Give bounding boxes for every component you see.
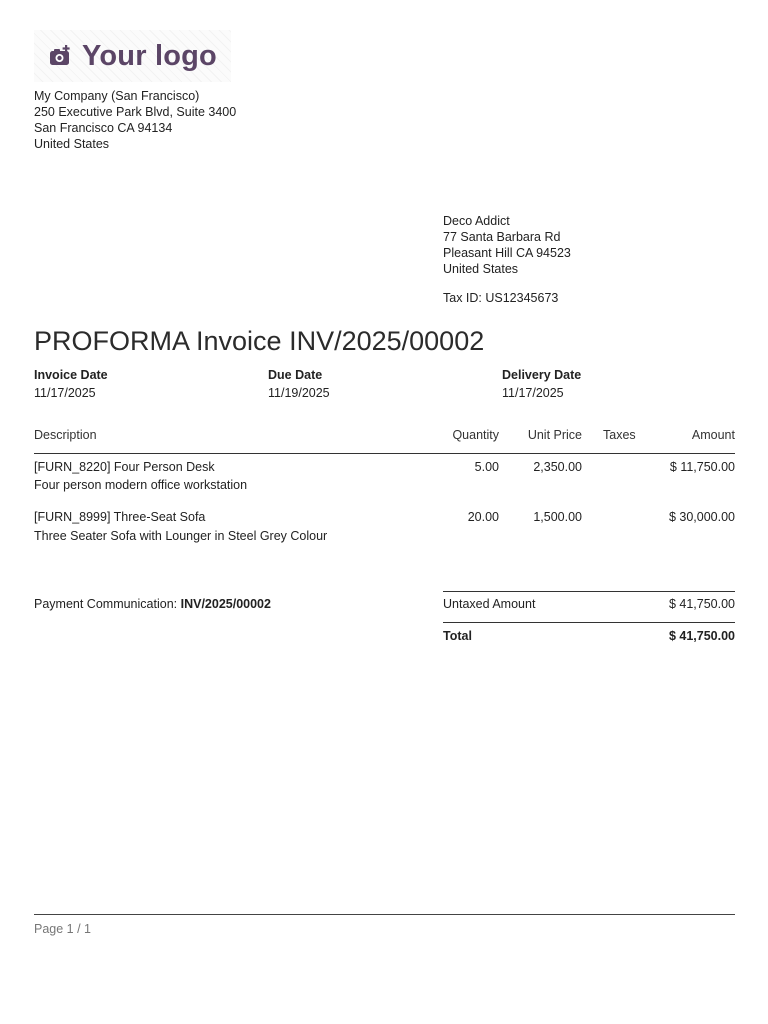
document-title: PROFORMA Invoice INV/2025/00002 <box>34 326 485 356</box>
line-amount: $ 30,000.00 <box>668 510 735 524</box>
totals-top-rule <box>443 591 735 592</box>
total-label: Total <box>443 629 472 643</box>
line-quantity: 5.00 <box>474 460 499 474</box>
company-street: 250 Executive Park Blvd, Suite 3400 <box>34 105 237 119</box>
customer-address <box>443 213 571 277</box>
untaxed-amount-value: $ 41,750.00 <box>668 597 735 611</box>
delivery-date-value: 11/17/2025 <box>502 386 564 400</box>
delivery-date-label: Delivery Date <box>502 368 582 382</box>
line-unit-price: 2,350.00 <box>533 460 582 474</box>
invoice-date-block <box>34 366 108 402</box>
company-city: San Francisco CA 94134 <box>34 121 173 135</box>
customer-city: Pleasant Hill CA 94523 <box>443 246 571 260</box>
header-amount: Amount <box>691 428 735 442</box>
customer-tax-id: Tax ID: US12345673 <box>443 291 559 305</box>
invoice-date-value: 11/17/2025 <box>34 386 96 400</box>
line-product-name: [FURN_8999] Three-Seat Sofa <box>34 510 206 524</box>
payment-reference: INV/2025/00002 <box>180 597 271 611</box>
header-quantity: Quantity <box>452 428 499 442</box>
logo-text: Your logo <box>82 39 217 72</box>
company-country: United States <box>34 137 110 151</box>
line-unit-price: 1,500.00 <box>533 510 582 524</box>
totals-mid-rule <box>443 622 735 623</box>
customer-street: 77 Santa Barbara Rd <box>443 230 561 244</box>
header-description: Description <box>34 428 97 442</box>
line-amount: $ 11,750.00 <box>669 460 735 474</box>
due-date-block <box>268 366 330 402</box>
line-product-name: [FURN_8220] Four Person Desk <box>34 460 215 474</box>
untaxed-amount-label: Untaxed Amount <box>443 597 536 611</box>
total-value: $ 41,750.00 <box>668 629 735 643</box>
line-product-note: Four person modern office workstation <box>34 478 248 492</box>
footer-rule <box>34 914 735 915</box>
header-taxes: Taxes <box>603 428 636 442</box>
table-header-rule <box>34 453 735 454</box>
due-date-label: Due Date <box>268 368 323 382</box>
line-product-note: Three Seater Sofa with Lounger in Steel Grey Colour <box>34 529 328 543</box>
due-date-value: 11/19/2025 <box>268 386 330 400</box>
page-number: Page 1 / 1 <box>34 922 91 936</box>
line-quantity: 20.00 <box>467 510 499 524</box>
header-unit-price: Unit Price <box>527 428 582 442</box>
delivery-date-block <box>502 366 581 402</box>
invoice-date-label: Invoice Date <box>34 368 108 382</box>
company-logo <box>34 30 231 82</box>
camera-plus-icon <box>48 44 72 68</box>
payment-communication-label: Payment Communication: <box>34 597 178 611</box>
customer-country: United States <box>443 262 519 276</box>
company-address <box>34 88 236 152</box>
company-name: My Company (San Francisco) <box>34 89 200 103</box>
customer-name: Deco Addict <box>443 214 510 228</box>
payment-communication <box>34 597 271 611</box>
